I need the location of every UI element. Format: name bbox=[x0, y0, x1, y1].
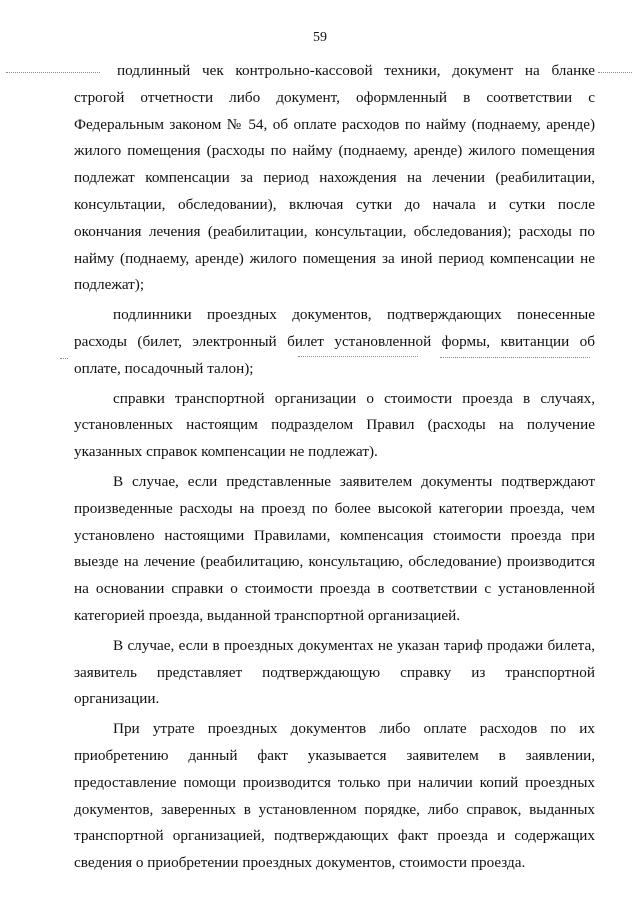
paragraph-higher-category: В случае, если представленные заявителем документы подтверждают произведенные расходы на проезд по более высокой категории проезда, чем установлено настоящими Правилами, компенсация стоимости проезда при выезде на лечение (реабилитацию, консультацию, обследование) производится на основании справки о стоимости проезда в соответствии с установленной категорией проезда, выданной транспортной организацией. bbox=[74, 472, 595, 624]
paragraph-receipt: подлинный чек контрольно-кассовой техники, документ на бланке строгой отчетности либо документ, оформленный в соответствии с Федеральным законом № 54, об оплате расходов по найму (поднаему, аренде) жилого помещения (расходы по найму (поднаему, аренде) жилого помещения подлежат компенсации за период нахождения на лечении (реабилитации, консультации, обследовании), включая сутки до начала и сутки после окончания лечения (реабилитации, консультации, обследования); расходы по найму (поднаему, аренде) жилого помещения за иной период компенсации не подлежат); bbox=[74, 62, 595, 294]
scan-artifact bbox=[60, 358, 68, 360]
paragraph-transport-certificates: справки транспортной организации о стоимости проезда в случаях, установленных настоящим подразделом Правил (расходы на получение указанных справок компенсации не подлежат). bbox=[74, 389, 595, 461]
scan-artifact bbox=[598, 72, 632, 74]
document-body bbox=[74, 58, 595, 880]
paragraph-missing-tariff: В случае, если в проездных документах не указан тариф продажи билета, заявитель представляет подтверждающую справку из транспортной организации. bbox=[74, 636, 595, 708]
paragraph-travel-documents: подлинники проездных документов, подтверждающих понесенные расходы (билет, электронный билет установленной формы, квитанции об оплате, посадочный талон); bbox=[74, 306, 595, 377]
paragraph-lost-documents: При утрате проездных документов либо оплате расходов по их приобретению данный факт указывается заявителем в заявлении, предоставление помощи производится только при наличии копий проездных документов, заверенных в установленном порядке, либо справок, выданных транспортной организацией, подтверждающих факт проезда и содержащих сведения о приобретении проездных документов, стоимости проезда. bbox=[74, 720, 595, 872]
page-number: 59 bbox=[313, 30, 327, 45]
